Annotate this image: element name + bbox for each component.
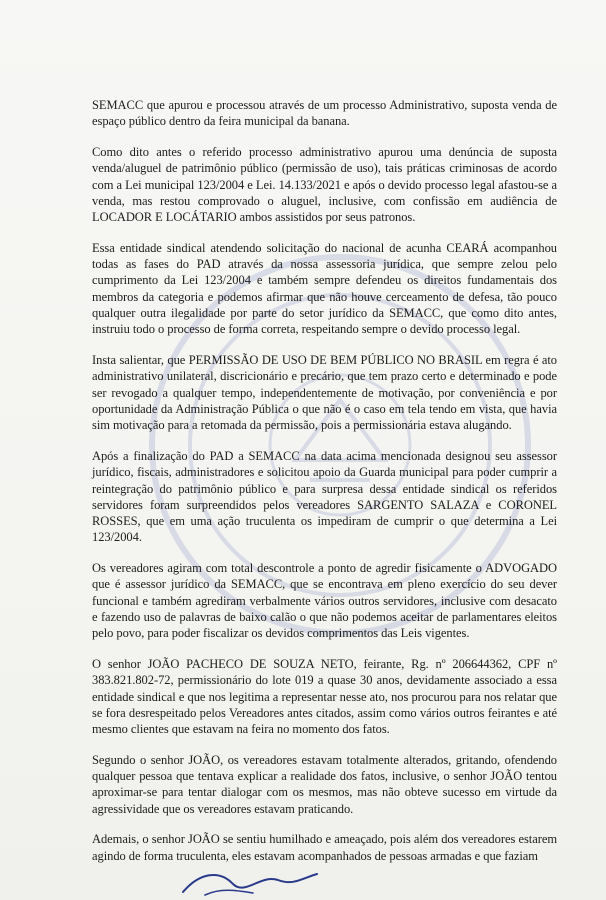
paragraph-5: Após a finalização do PAD a SEMACC na data acima mencionada designou seu assessor jurídico, fiscais, administradores e solicitou apoio da Guarda municipal para poder cumprir a reintegração do patrimônio público e para surpresa dessa entidade sindical os referidos servidores foram surpreendidos pelos vereadores SARGENTO SALAZA e CORONEL ROSSES, que em uma ação truculenta os impediram de cumprir o que determina a Lei 123/2004.	[92, 448, 557, 545]
paragraph-9: Ademais, o senhor JOÃO se sentiu humilhado e ameaçado, pois além dos vereadores estarem agindo de forma truculenta, eles estavam acompanhados de pessoas armadas e que faziam	[92, 832, 557, 863]
paragraph-6: Os vereadores agiram com total descontrole a ponto de agredir fisicamente o ADVOGADO que é assessor jurídico da SEMACC, que se encontrava em pleno exercício do seu dever funcional e também agrediram verbalmente vários outros servidores, inclusive com desacato e fazendo uso de palavras de baixo calão o que não podemos aceitar de parlamentares eleitos pelo povo, para poder fiscalizar os devidos comprimentos das Leis vigentes.	[92, 561, 557, 641]
document-body	[92, 97, 557, 878]
paragraph-8: Segundo o senhor JOÃO, os vereadores estavam totalmente alterados, gritando, ofendendo qualquer pessoa que tentava explicar a realidade dos fatos, inclusive, o senhor JOÃO tentou aproximar-se para tentar dialogar com os mesmos, mas não obteve sucesso em virtude da agressividade que os vereadores estavam praticando.	[92, 752, 557, 816]
paragraph-3: Essa entidade sindical atendendo solicitação do nacional de acunha CEARÁ acompanhou todas as fases do PAD através da nossa assessoria jurídica, que sempre zelou pelo cumprimento da Lei 123/2004 e também sempre defendeu os direitos fundamentais dos membros da categoria e podemos afirmar que não houve cerceamento de defesa, tão pouco qualquer outra ilegalidade por parte do setor jurídico da SEMACC, que como dito antes, instruiu todo o processo de forma correta, respeitando sempre o devido processo legal.	[92, 240, 557, 337]
handwritten-signature	[175, 862, 325, 900]
paragraph-2: Como dito antes o referido processo administrativo apurou uma denúncia de suposta venda/aluguel de patrimônio público (permissão de uso), tais práticas criminosas de acordo com a Lei municipal 123/2004 e Lei. 14.133/2021 e após o devido processo legal afastou-se a venda, mas restou comprovado o aluguel, inclusive, com confissão em audiência de LOCADOR E LOCÁTARIO ambos assistidos por seus patronos.	[92, 144, 557, 225]
paragraph-1: SEMACC que apurou e processou através de um processo Administrativo, suposta venda de espaço público dentro da feira municipal da banana.	[92, 98, 557, 129]
paragraph-7: O senhor JOÃO PACHECO DE SOUZA NETO, feirante, Rg. nº 206644362, CPF nº 383.821.802-72, permissionário do lote 019 a quase 30 anos, devidamente associado a essa entidade sindical e que nos legitima a representar nesse ato, nos procurou para nos relatar que se fora desrespeitado pelos Vereadores antes citados, assim como vários outros feirantes e até mesmo clientes que estavam na feira no momento dos fatos.	[92, 656, 557, 737]
paragraph-4: Insta salientar, que PERMISSÃO DE USO DE BEM PÚBLICO NO BRASIL em regra é ato administrativo unilateral, discricionário e precário, que tem prazo certo e determinado e pode ser revogado a qualquer tempo, independentemente de motivação, por conveniência e por oportunidade da Administração Pública o que não é o caso em tela tendo em vista, que havia sim motivação para a retomada da permissão, pois a permissionária estava alugando.	[92, 353, 557, 433]
